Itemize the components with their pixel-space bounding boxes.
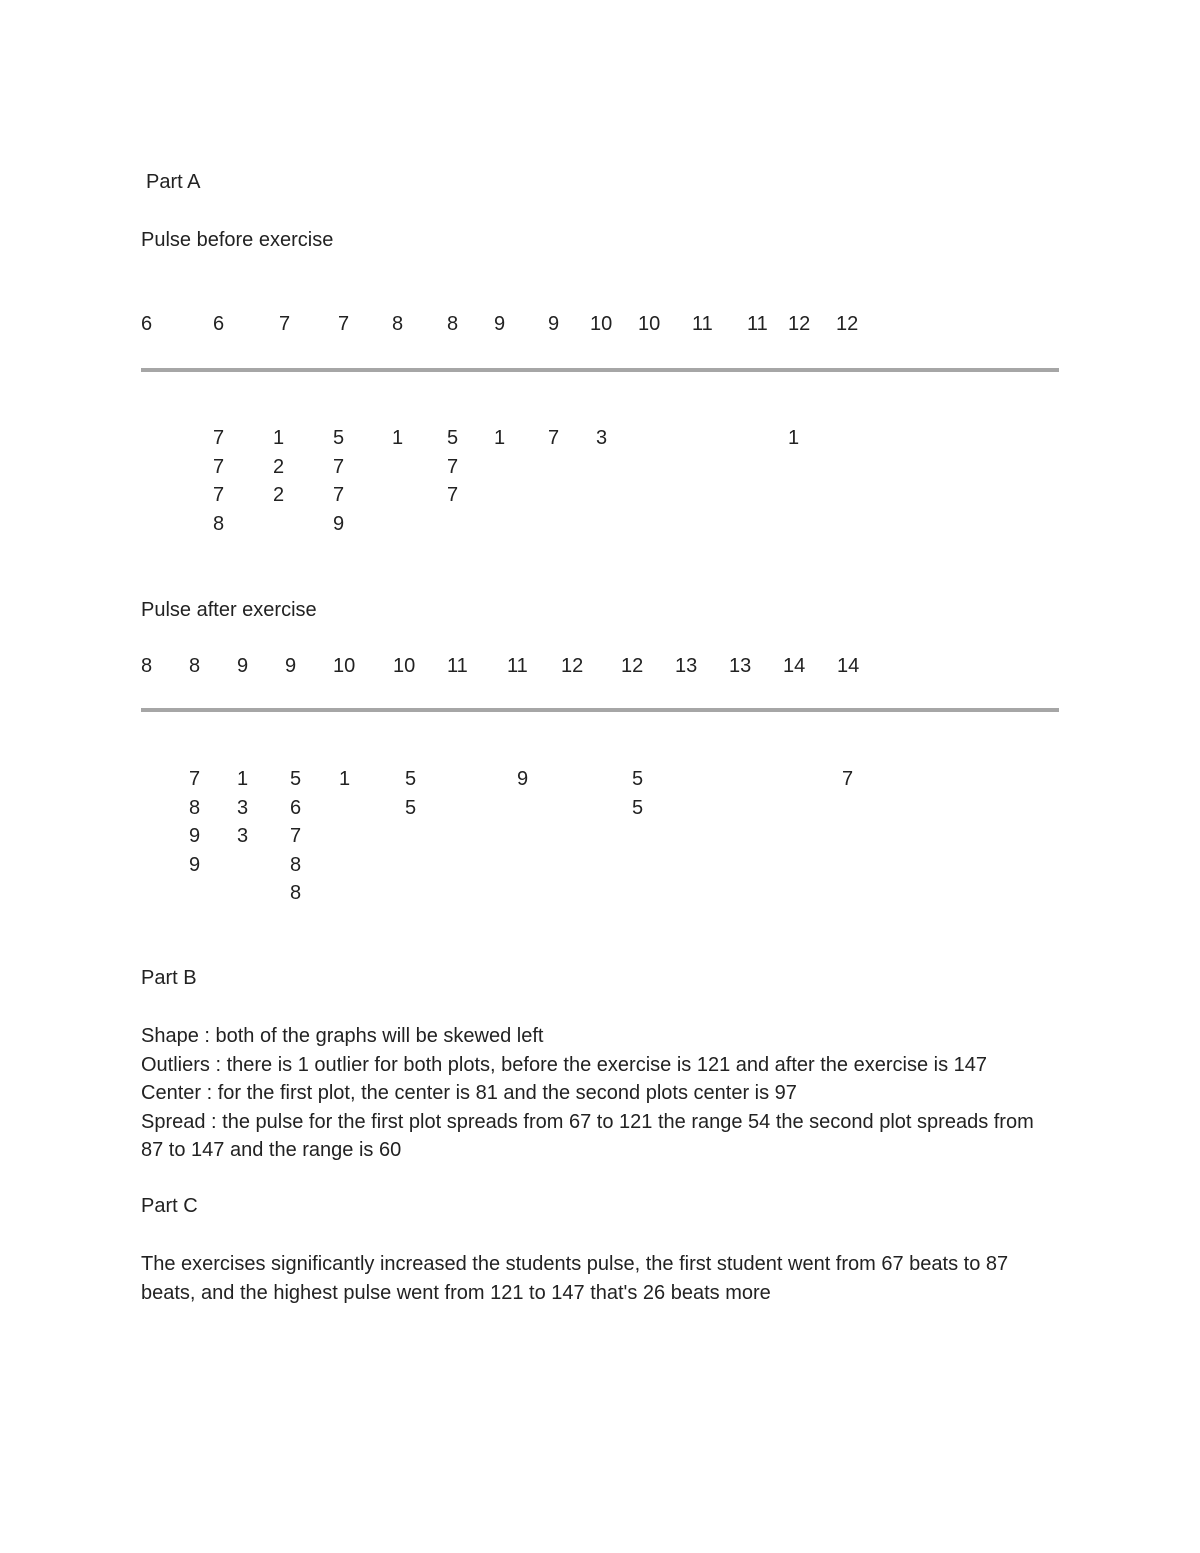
after-leaf: 5 <box>290 768 302 790</box>
before-stem-12: 12 <box>788 313 811 335</box>
part-c-heading: Part C <box>141 1195 198 1217</box>
after-stem-2: 9 <box>237 655 249 677</box>
before-stem-9: 10 <box>638 313 661 335</box>
after-leaf: 6 <box>290 796 302 819</box>
before-stem-13: 12 <box>836 313 859 335</box>
before-stem-11: 11 <box>747 313 768 335</box>
after-stem-6: 11 <box>447 655 468 677</box>
after-leaf: 7 <box>290 825 302 847</box>
after-leaf: 8 <box>290 882 302 904</box>
outliers-line: Outliers : there is 1 outlier for both plots, before the exercise is 121 and after the exercise is 147 <box>141 1053 988 1076</box>
before-stem-8: 10 <box>590 313 613 335</box>
before-leaf: 3 <box>596 427 608 449</box>
after-stem-1: 8 <box>189 655 201 677</box>
after-stem-10: 13 <box>675 655 698 677</box>
before-leaf: 7 <box>213 455 225 478</box>
before-plot-title: Pulse before exercise <box>141 229 334 251</box>
part-b-body <box>141 1022 1061 1165</box>
after-plot-title: Pulse after exercise <box>141 599 317 621</box>
after-leaf: 7 <box>189 768 201 790</box>
after-leaf: 1 <box>237 768 249 790</box>
after-leaf: 8 <box>189 796 201 819</box>
after-stem-11: 13 <box>729 655 752 677</box>
after-stem-4: 10 <box>333 655 356 677</box>
part-a-heading: Part A <box>146 171 201 193</box>
before-leaf: 7 <box>333 484 345 506</box>
shape-line: Shape : both of the graphs will be skewed left <box>141 1025 544 1047</box>
after-stem-7: 11 <box>507 655 528 677</box>
before-leaf: 1 <box>788 427 800 449</box>
before-leaf: 1 <box>273 427 285 449</box>
after-leaf: 7 <box>842 768 854 790</box>
after-leaf: 8 <box>290 853 302 876</box>
after-stem-12: 14 <box>783 655 806 677</box>
after-stem-9: 12 <box>621 655 644 677</box>
before-stem-6: 9 <box>494 313 506 335</box>
after-leaf: 9 <box>189 853 201 876</box>
after-stem-8: 12 <box>561 655 584 677</box>
before-leaf: 7 <box>447 484 459 506</box>
after-leaf: 5 <box>632 796 644 819</box>
before-leaf: 2 <box>273 484 285 506</box>
before-leaf: 7 <box>548 427 560 449</box>
before-leaf: 7 <box>447 455 459 478</box>
center-line: Center : for the first plot, the center is 81 and the second plots center is 97 <box>141 1082 797 1104</box>
after-divider <box>141 708 1059 712</box>
part-b-heading: Part B <box>141 967 197 989</box>
after-leaf: 9 <box>517 768 529 790</box>
before-leaf: 7 <box>213 427 225 449</box>
before-divider <box>141 368 1059 372</box>
after-stem-3: 9 <box>285 655 297 677</box>
before-leaf: 1 <box>392 427 404 449</box>
part-c-body: The exercises significantly increased the students pulse, the first student went from 67 beats to 87 beats, and the highest pulse went from 121 to 147 that's 26 beats more <box>141 1253 1009 1304</box>
after-leaf: 1 <box>339 768 351 790</box>
after-stem-13: 14 <box>837 655 860 677</box>
before-stem-4: 8 <box>392 313 404 335</box>
after-leaf: 5 <box>405 796 417 819</box>
before-leaf: 7 <box>213 484 225 506</box>
after-stem-0: 8 <box>141 655 153 677</box>
before-leaf: 7 <box>333 455 345 478</box>
before-leaf: 5 <box>333 427 345 449</box>
before-stem-5: 8 <box>447 313 459 335</box>
spread-line: Spread : the pulse for the first plot spreads from 67 to 121 the range 54 the second plot spreads from 87 to 147 and the range is 60 <box>141 1110 1034 1161</box>
after-leaf: 3 <box>237 796 249 819</box>
before-stem-1: 6 <box>213 313 225 335</box>
after-leaf: 3 <box>237 825 249 847</box>
before-stem-2: 7 <box>279 313 291 335</box>
before-leaf: 9 <box>333 512 345 535</box>
after-leaf: 9 <box>189 825 201 847</box>
before-leaf: 5 <box>447 427 459 449</box>
before-stem-10: 11 <box>692 313 713 335</box>
after-leaf: 5 <box>405 768 417 790</box>
after-stem-5: 10 <box>393 655 416 677</box>
after-leaf: 5 <box>632 768 644 790</box>
before-stem-7: 9 <box>548 313 560 335</box>
before-leaf: 8 <box>213 512 225 535</box>
before-stem-3: 7 <box>338 313 350 335</box>
before-leaf: 1 <box>494 427 506 449</box>
before-stem-0: 6 <box>141 313 153 335</box>
before-leaf: 2 <box>273 455 285 478</box>
